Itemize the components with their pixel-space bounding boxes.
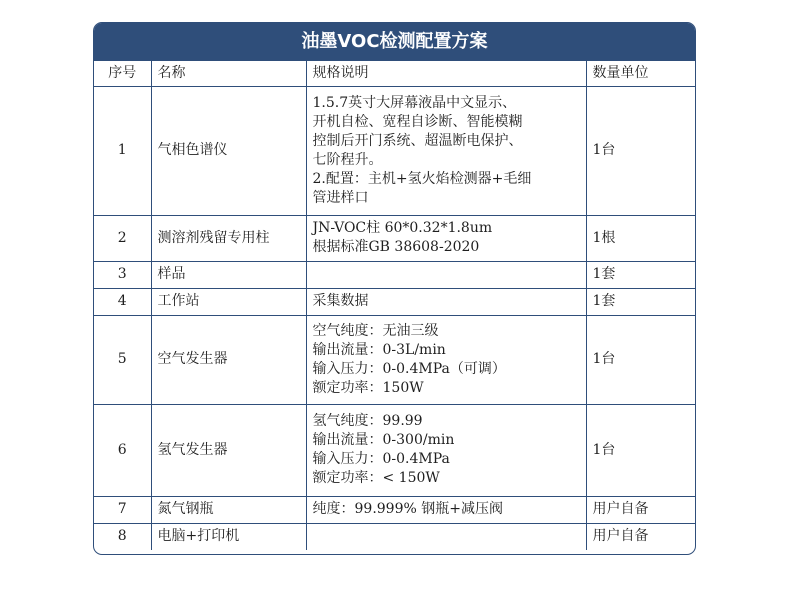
header-spec: 规格说明 [306,61,586,86]
spec-line: 氢气纯度：99.99 [312,413,423,429]
spec-line: 输出流量：0-300/min [312,432,455,448]
row-qty: 1台 [586,86,696,215]
spec-line: 输出流量：0-3L/min [312,341,446,358]
header-qty: 数量单位 [586,61,696,86]
row-index: 4 [94,288,151,315]
table-row [94,86,696,215]
row-index: 3 [94,261,151,288]
spec-line: 控制后开门系统、超温断电保护、 [312,132,523,149]
table-row [94,261,696,288]
row-name: 空气发生器 [151,315,306,404]
row-index: 1 [94,86,151,215]
row-spec [306,288,586,315]
row-index: 7 [94,496,151,523]
row-name: 气相色谱仪 [151,86,306,215]
row-name: 氢气发生器 [151,404,306,496]
spec-line: 额定功率：< 150W [312,470,440,486]
row-qty: 1套 [586,261,696,288]
table-row [94,404,696,496]
table-title: 油墨VOC检测配置方案 [94,23,695,61]
spec-line: 额定功率：150W [312,379,424,396]
spec-line: 管进样口 [312,189,369,206]
row-spec [306,523,586,550]
spec-line: 根据标准GB 38608-2020 [312,239,480,255]
row-qty: 1根 [586,215,696,261]
spec-line: 2.配置：主机+氢火焰检测器+毛细 [312,170,532,187]
spec-line: 采集数据 [312,293,369,309]
table-row [94,315,696,404]
row-qty: 1台 [586,315,696,404]
row-index: 5 [94,315,151,404]
header-row [94,61,696,86]
row-index: 6 [94,404,151,496]
spec-line: 七阶程升。 [312,151,383,168]
row-name: 测溶剂残留专用柱 [151,215,306,261]
header-index: 序号 [94,61,151,86]
config-table [94,61,696,550]
header-name: 名称 [151,61,306,86]
spec-line: 输入压力：0-0.4MPa（可调） [312,360,506,377]
row-spec [306,86,586,215]
row-name: 工作站 [151,288,306,315]
row-index: 8 [94,523,151,550]
row-name: 样品 [151,261,306,288]
row-index: 2 [94,215,151,261]
spec-line: 空气纯度：无油三级 [312,322,439,339]
spec-line: 1.5.7英寸大屏幕液晶中文显示、 [312,94,517,111]
config-table-card [93,22,696,555]
row-qty: 1套 [586,288,696,315]
table-row [94,288,696,315]
row-spec [306,315,586,404]
row-name: 氮气钢瓶 [151,496,306,523]
row-spec [306,215,586,261]
row-spec [306,404,586,496]
row-spec [306,261,586,288]
row-name: 电脑+打印机 [151,523,306,550]
row-qty: 用户自备 [586,496,696,523]
spec-line: 纯度：99.999% 钢瓶+减压阀 [312,501,503,517]
table-row [94,496,696,523]
spec-line: 输入压力：0-0.4MPa [312,451,450,467]
row-qty: 1台 [586,404,696,496]
spec-line: 开机自检、宽程自诊断、智能模糊 [312,113,523,130]
row-qty: 用户自备 [586,523,696,550]
row-spec [306,496,586,523]
spec-line: JN-VOC柱 60*0.32*1.8um [312,220,493,236]
table-row [94,215,696,261]
table-row [94,523,696,550]
